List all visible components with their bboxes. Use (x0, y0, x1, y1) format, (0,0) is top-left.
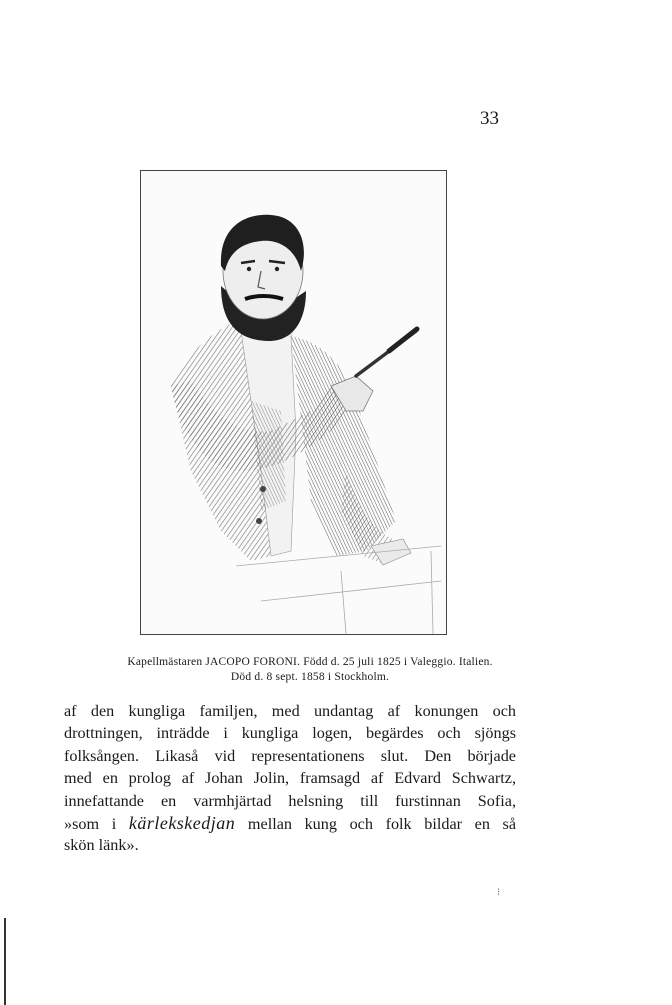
portrait-engraving (141, 171, 446, 634)
stray-mark: ⁝ (497, 887, 501, 898)
quote-open: »som i (64, 814, 117, 833)
portrait-illustration (140, 170, 447, 635)
body-line-4: med en prolog af Johan Jolin, framsagd af Edvard Schwartz, (64, 769, 516, 788)
page-number: 33 (480, 108, 499, 129)
illustration-caption (60, 655, 560, 685)
body-paragraph (64, 700, 516, 857)
emphasis-karlekskedjan: kärlekskedjan (128, 812, 236, 833)
body-line-1: af den kungliga familjen, med undantag af konungen och (64, 702, 516, 720)
body-line-7: skön länk». (64, 836, 139, 855)
body-line-3: folksången. Likaså vid representationens slut. Den började (64, 746, 516, 765)
body-line-5: innefattande en varmhjärtad helsning till furstinnan Sofia, (64, 791, 516, 810)
caption-line-2: Död d. 8 sept. 1858 i Stockholm. (230, 671, 390, 683)
margin-scan-artifact (4, 918, 6, 1005)
caption-line-1: Kapellmästaren JACOPO FORONI. Född d. 25 juli 1825 i Valeggio. Italien. (127, 656, 493, 668)
body-line-2: drottningen, inträdde i kungliga logen, begärdes och sjöngs (64, 724, 516, 743)
quote-rest: mellan kung och folk bildar en så (247, 814, 517, 833)
body-line-6 (64, 812, 516, 834)
